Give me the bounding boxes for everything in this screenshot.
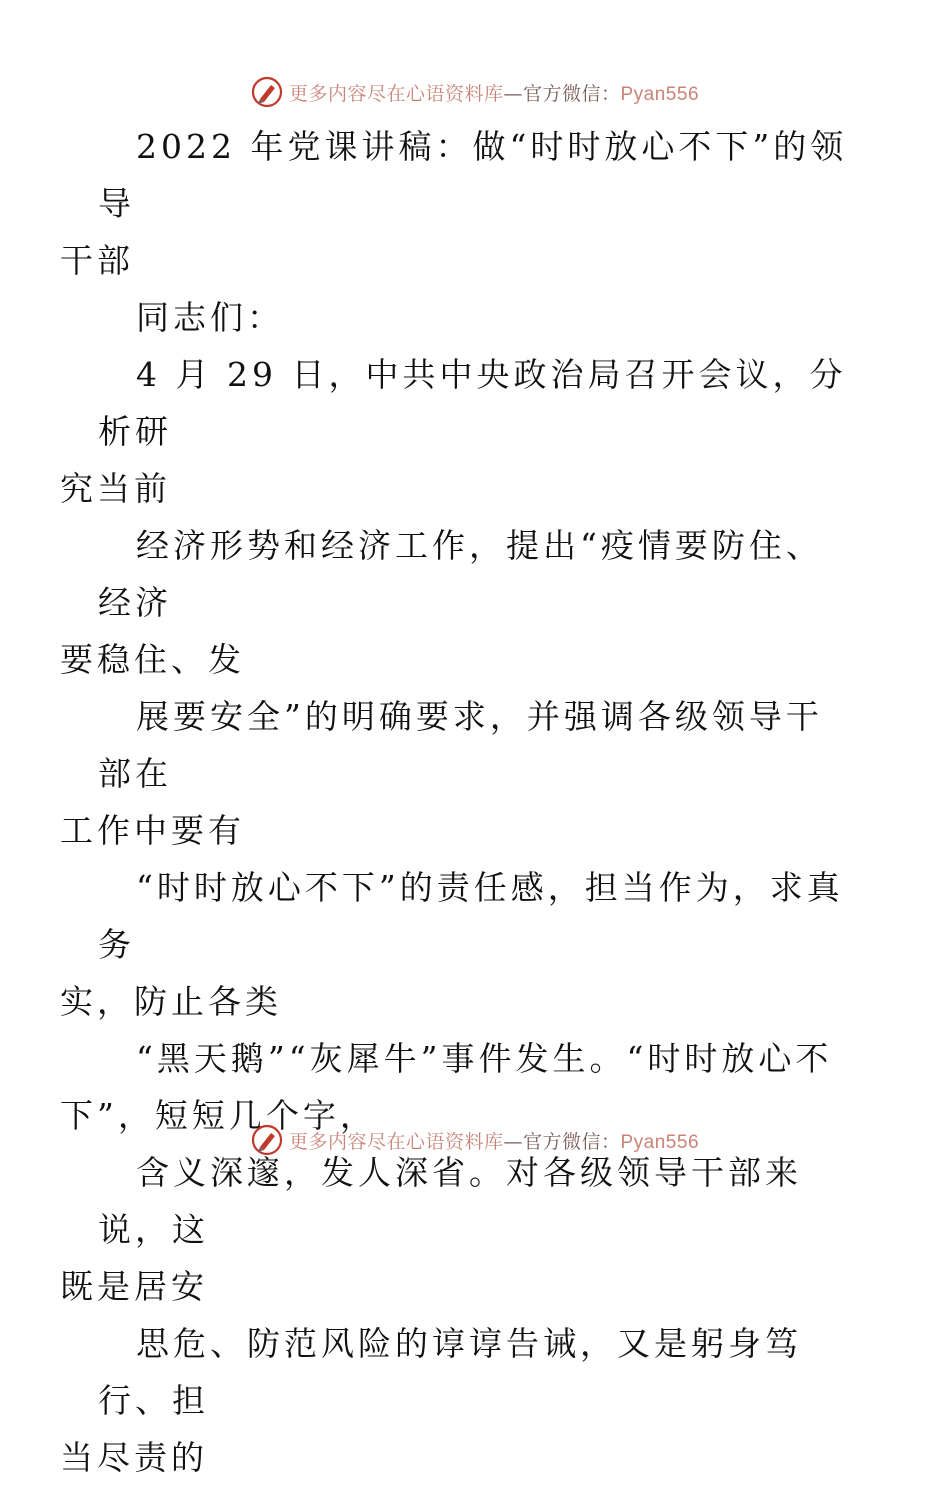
watermark-id: Pyan556 — [620, 83, 700, 105]
paragraph-line: 思危、防范风险的谆谆告诫，又是躬身笃行、担 — [98, 1324, 802, 1420]
greeting-text: 同志们： — [136, 298, 284, 337]
watermark-official: 官方微信： — [522, 1130, 621, 1153]
paragraph-line: 含义深邃，发人深省。对各级领导干部来说，这 — [98, 1153, 802, 1249]
pen-logo-icon — [251, 76, 283, 108]
watermark-text — [289, 1127, 699, 1154]
paragraph — [60, 346, 858, 517]
paragraph-line: 要稳住、发 — [60, 640, 245, 679]
watermark-main: 更多内容尽在心语资料库 — [288, 82, 504, 105]
paragraph-line: 下”，短短几个字， — [60, 1096, 377, 1135]
paragraph-line: “时时放心不下”的责任感，担当作为，求真务 — [98, 868, 844, 964]
paragraph-line: “黑天鹅”“灰犀牛”事件发生。“时时放心不 — [136, 1039, 833, 1078]
watermark-text — [289, 79, 699, 106]
greeting — [98, 289, 858, 346]
paragraph-line: 究当前 — [60, 469, 171, 508]
paragraph — [60, 688, 858, 859]
paragraph-line: 既是居安 — [60, 1267, 208, 1306]
paragraph-line: 当尽责的 — [60, 1438, 208, 1477]
paragraph — [60, 517, 858, 688]
paragraph — [60, 1315, 858, 1486]
watermark-main: 更多内容尽在心语资料库 — [288, 1130, 504, 1153]
watermark-separator: — — [503, 82, 523, 105]
paragraph-line: 工作中要有 — [60, 811, 245, 850]
watermark-separator: — — [503, 1130, 523, 1153]
paragraph-line: 经济形势和经济工作，提出“疫情要防住、经济 — [98, 526, 823, 622]
document-body — [60, 118, 858, 1486]
paragraph — [60, 859, 858, 1030]
document-title — [60, 118, 858, 289]
paragraph-line: 展要安全”的明确要求，并强调各级领导干部在 — [98, 697, 823, 793]
watermark-official: 官方微信： — [522, 82, 621, 105]
pen-logo-icon — [251, 1124, 283, 1156]
paragraph-line: 4 月 29 日，中共中央政治局召开会议，分析研 — [98, 355, 847, 451]
footer-watermark — [0, 1120, 950, 1160]
title-line: 2022 年党课讲稿：做“时时放心不下”的领导 — [98, 127, 848, 223]
header-watermark — [0, 72, 950, 112]
paragraph-line: 实，防止各类 — [60, 982, 282, 1021]
title-line: 干部 — [60, 241, 134, 280]
watermark-id: Pyan556 — [620, 1131, 700, 1153]
